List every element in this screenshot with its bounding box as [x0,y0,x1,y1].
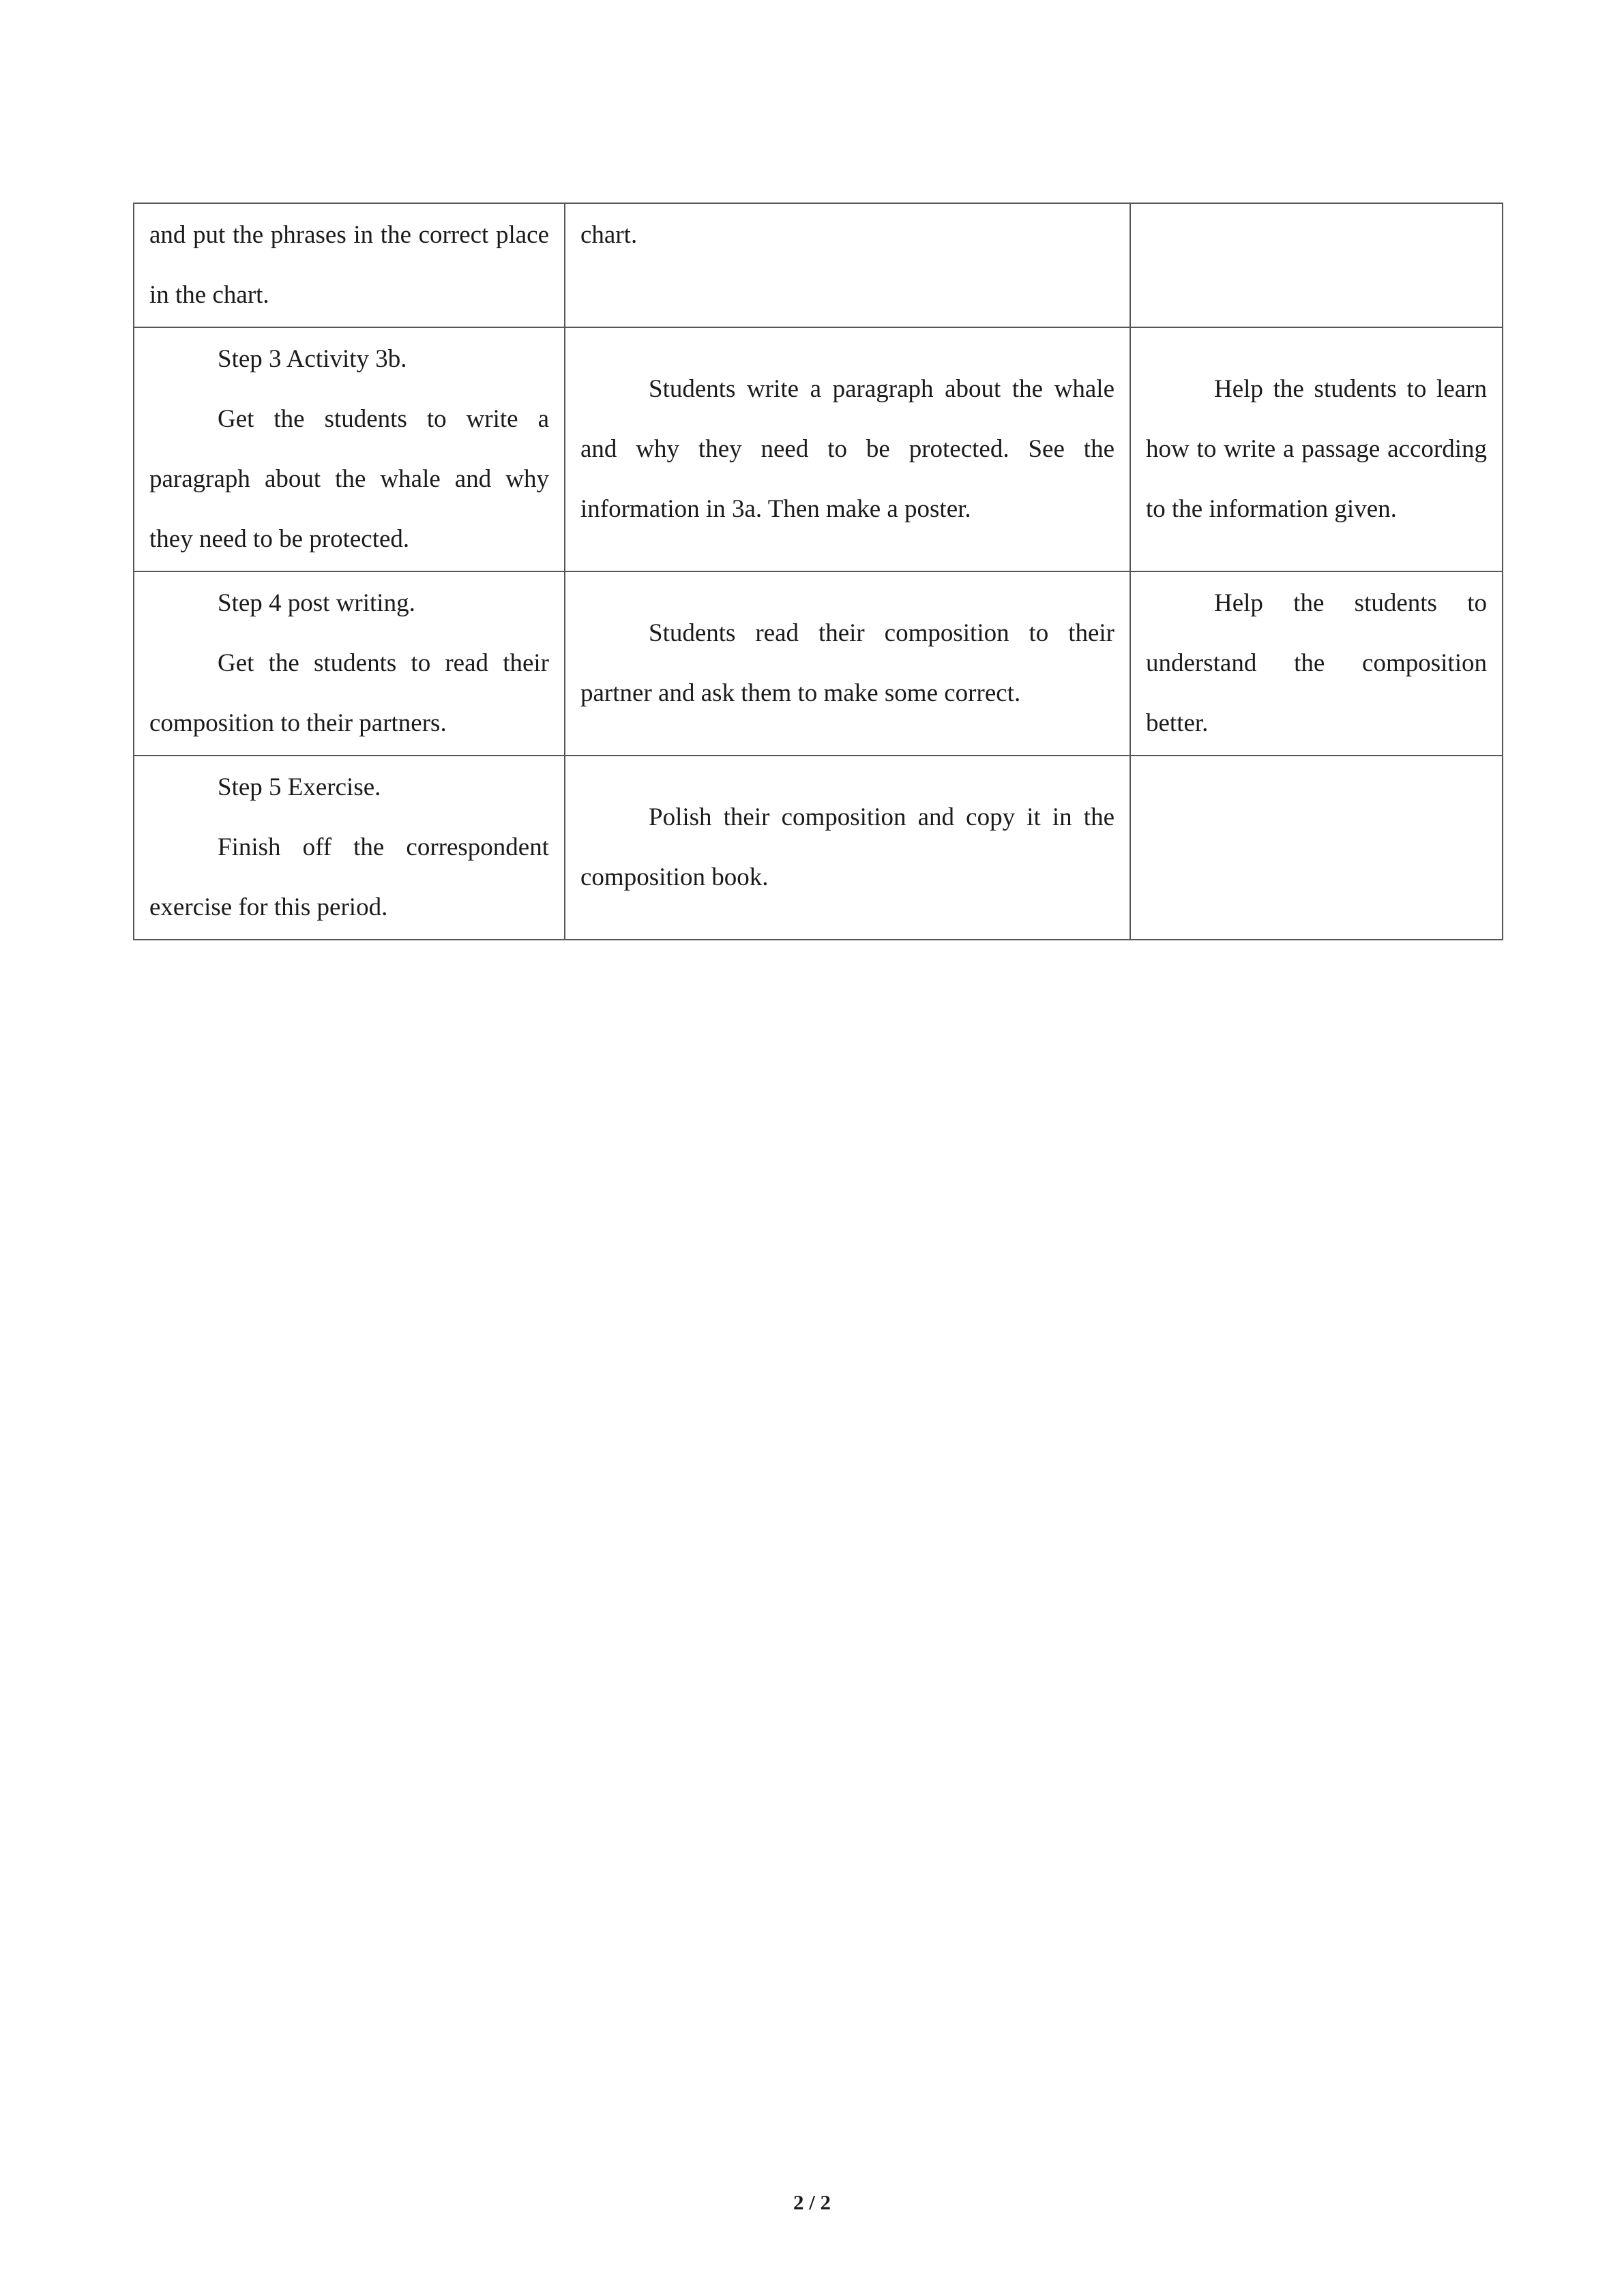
cell-procedure [565,571,1130,756]
paragraph: Step 5 Exercise. [218,773,381,801]
paragraph: Help the students to understand the composition better. [1146,589,1487,737]
paragraph: and put the phrases in the correct place in the chart. [149,221,549,309]
cell-purpose-empty [1130,203,1503,327]
paragraph: Students write a paragraph about the whale and why they need to be protected. See the information in 3a. Then make a poster. [580,375,1114,523]
paragraph: Get the students to read their composition to their partners. [149,649,549,737]
page-number: 2 / 2 [793,2190,831,2214]
paragraph: Help the students to learn how to write a passage according to the information given. [1146,375,1487,523]
cell-procedure [565,203,1130,327]
cell-purpose-empty [1130,756,1503,940]
cell-procedure [565,756,1130,940]
paragraph: Students read their composition to their partner and ask them to make some correct. [580,619,1114,707]
table-row-continuation [134,203,1503,327]
cell-activity [134,327,565,571]
paragraph: Step 4 post writing. [218,589,415,617]
paragraph: Polish their composition and copy it in the composition book. [580,803,1114,891]
cell-activity [134,571,565,756]
cell-procedure [565,327,1130,571]
paragraph: chart. [580,221,638,249]
cell-purpose [1130,327,1503,571]
cell-activity [134,756,565,940]
cell-activity [134,203,565,327]
cell-purpose [1130,571,1503,756]
table-row-step4 [134,571,1503,756]
table-row-step3 [134,327,1503,571]
paragraph: Step 3 Activity 3b. [218,345,407,373]
lesson-plan-table [133,203,1503,940]
paragraph: Finish off the correspondent exercise for this period. [149,833,549,921]
paragraph: Get the students to write a paragraph about the whale and why they need to be protected. [149,405,549,553]
table-row-step5 [134,756,1503,940]
